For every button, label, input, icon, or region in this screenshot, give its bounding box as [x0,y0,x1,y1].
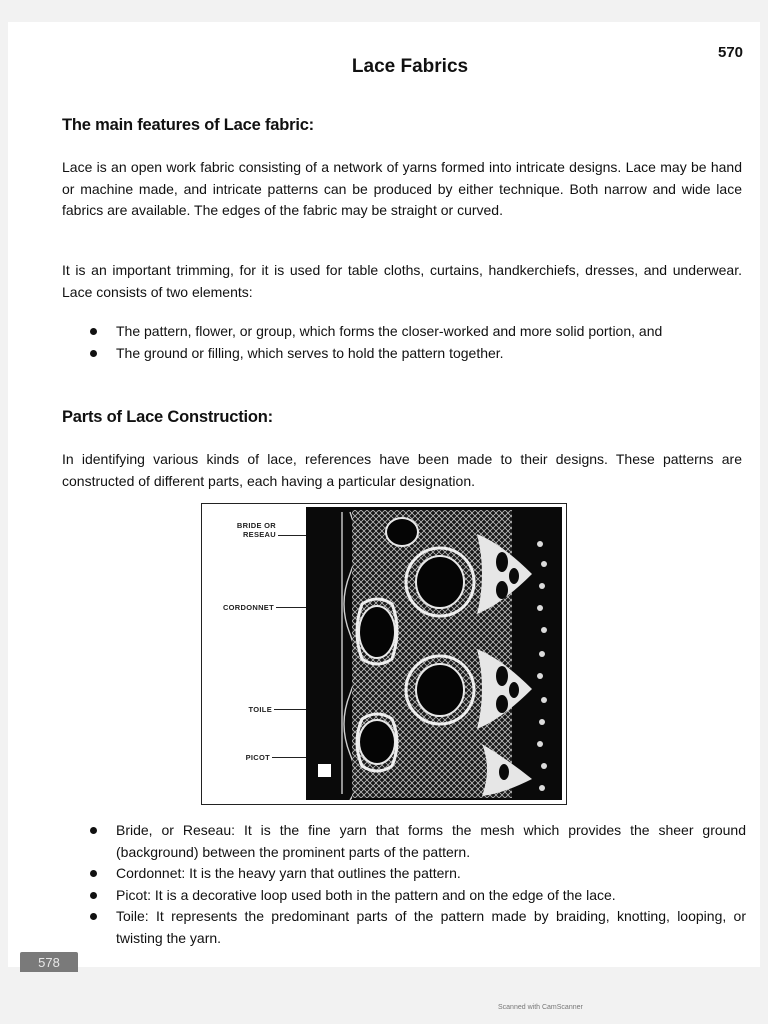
scanner-watermark: Scanned with CamScanner [498,1004,583,1011]
label-toile: TOILE [248,705,272,714]
page-number: 570 [718,44,744,61]
section-heading-parts: Parts of Lace Construction: [62,408,273,426]
label-cordonnet: CORDONNET [222,603,274,612]
lace-construction-figure [201,503,567,805]
page-corner-tab: 578 [20,952,78,972]
label-picot: PICOT [245,753,270,762]
lace-elements-list [62,321,746,364]
list-item-picot: Picot: It is a decorative loop used both in the pattern and on the edge of the lace. [62,885,746,907]
page-title: Lace Fabrics [351,56,469,77]
paragraph-lace-definition: Lace is an open work fabric consisting of a network of yarns formed into intricate designs. Lace may be hand or machine made, and intricate patterns can be produced by either technique. Both narrow and wide lace fabrics are available. The edges of the fabric may be straight or curved. [62,159,742,218]
list-item-bride: Bride, or Reseau: It is the fine yarn that forms the mesh which provides the sheer ground (background) between the prominent parts of the pattern. [62,820,746,863]
leader-line [276,607,306,608]
paragraph-lace-uses: It is an important trimming, for it is used for table cloths, curtains, handkerchiefs, dresses, and underwear. Lace consists of two elements: [62,262,742,300]
paragraph-parts-intro: In identifying various kinds of lace, references have been made to their designs. These patterns are constructed of different parts, each having a particular designation. [62,451,742,489]
leader-line [278,535,306,536]
leader-line [274,709,306,710]
label-bride-or-reseau: BRIDE OR RESEAU [236,521,276,539]
list-item-toile: Toile: It represents the predominant parts of the pattern made by braiding, knotting, looping, or twisting the yarn. [62,906,746,949]
list-item-cordonnet: Cordonnet: It is the heavy yarn that outlines the pattern. [62,863,746,885]
leader-line [272,757,306,758]
list-item: The pattern, flower, or group, which forms the closer-worked and more solid portion, and [62,321,746,343]
section-heading-main-features: The main features of Lace fabric: [62,116,314,134]
list-item: The ground or filling, which serves to hold the pattern together. [62,343,746,365]
lace-parts-definitions-list [62,820,746,949]
